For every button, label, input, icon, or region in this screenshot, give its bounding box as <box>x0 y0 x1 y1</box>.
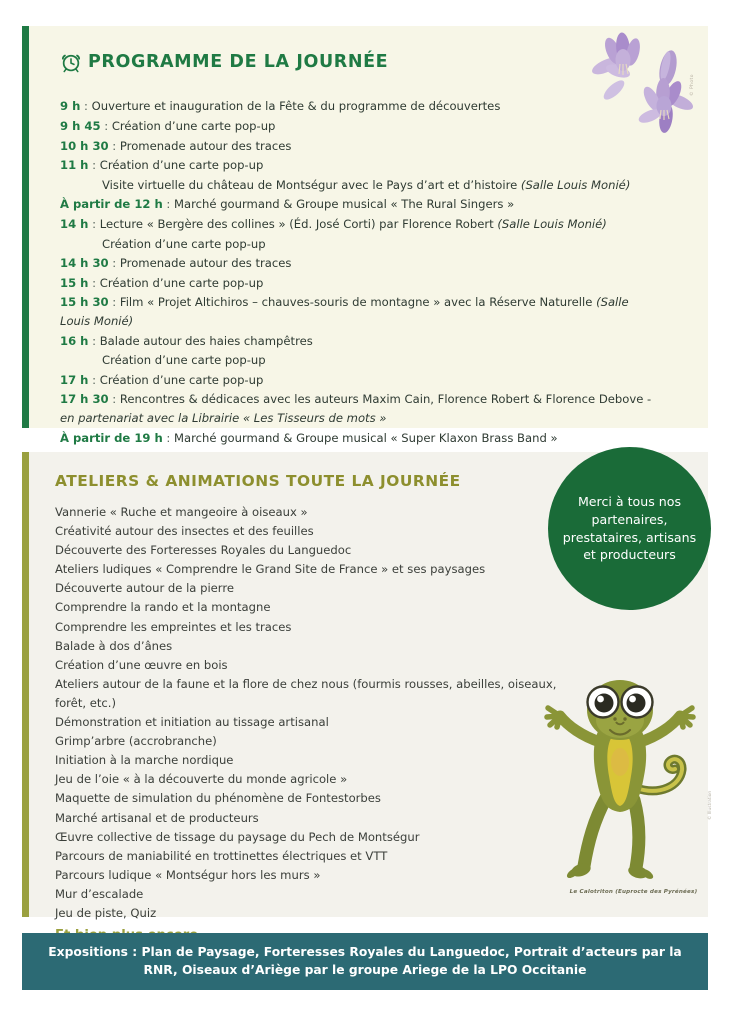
programme-item-text: Lecture « Bergère des collines » (Éd. José Corti) par Florence Robert <box>99 217 498 231</box>
ateliers-item: Comprendre la rando et la montagne <box>55 600 271 615</box>
programme-item-time: 11 h <box>60 158 89 173</box>
programme-item-separator: : <box>108 295 120 310</box>
ateliers-item: Vannerie « Ruche et mangeoire à oiseaux » <box>55 505 308 519</box>
programme-content <box>60 40 660 448</box>
programme-list <box>60 97 660 447</box>
programme-item-separator: : <box>88 333 100 348</box>
ateliers-item: Grimp’arbre (accrobranche) <box>55 734 217 749</box>
programme-item-text: Promenade autour des traces <box>119 138 292 153</box>
ateliers-list <box>55 503 575 923</box>
ateliers-accent-bar <box>22 452 29 917</box>
merci-badge-text: Merci à tous nos partenaires, prestataires, artisans et producteurs <box>562 494 697 563</box>
ateliers-item: Œuvre collective de tissage du paysage du Pech de Montségur <box>55 829 420 844</box>
programme-item-separator: : <box>162 197 175 212</box>
programme-item-separator: : <box>88 372 100 387</box>
programme-item <box>60 117 660 136</box>
programme-item <box>60 137 660 156</box>
programme-item-separator: : <box>108 256 120 271</box>
programme-item-separator: : <box>88 158 100 173</box>
ateliers-item: Créativité autour des insectes et des feuilles <box>55 524 314 539</box>
programme-title-row <box>60 40 660 83</box>
programme-item-separator: : <box>100 119 112 134</box>
ateliers-content <box>55 472 575 947</box>
programme-item-text: Création d’une carte pop-up <box>99 372 264 387</box>
ateliers-item: Initiation à la marche nordique <box>55 753 234 768</box>
programme-item-venue: (Salle Louis Monié) <box>60 295 629 328</box>
programme-item-time: 9 h <box>60 99 81 114</box>
programme-item-time: 15 h <box>60 275 89 290</box>
ateliers-item: Jeu de l’oie « à la découverte du monde agricole » <box>55 772 348 787</box>
ateliers-item: Mur d’escalade <box>55 886 144 901</box>
programme-item <box>60 371 660 390</box>
programme-item-text: Promenade autour des traces <box>119 256 292 271</box>
programme-item <box>60 390 660 427</box>
programme-item-time: 17 h 30 <box>60 392 109 407</box>
programme-item <box>60 429 660 448</box>
programme-item-text: Création d’une carte pop-up <box>99 158 264 173</box>
programme-item <box>60 156 660 175</box>
ateliers-item: Découverte des Forteresses Royales du Languedoc <box>55 543 352 558</box>
ateliers-item: Création d’une œuvre en bois <box>55 657 228 672</box>
programme-item-separator: : <box>162 430 175 445</box>
programme-item <box>60 97 660 116</box>
programme-item-text: Film « Projet Altichiros – chauves-souris de montagne » avec la Réserve Naturelle <box>119 295 597 310</box>
ateliers-item: Découverte autour de la pierre <box>55 581 235 596</box>
programme-item-time: 16 h <box>60 333 89 348</box>
programme-item <box>60 274 660 293</box>
programme-item-time: 14 h <box>60 217 89 231</box>
programme-item-time: 14 h 30 <box>60 256 109 271</box>
ateliers-item: Marché artisanal et de producteurs <box>55 810 259 825</box>
ateliers-item: Balade à dos d’ânes <box>55 638 173 653</box>
programme-item-separator: : <box>88 217 100 231</box>
ateliers-item: Ateliers autour de la faune et la flore de chez nous (fourmis rousses, abeilles, oiseaux, forêt, etc.) <box>55 676 557 710</box>
programme-item-text: Marché gourmand & Groupe musical « Super Klaxon Brass Band » <box>174 430 558 445</box>
programme-item-time: 15 h 30 <box>60 295 109 310</box>
lizard-credit: © Illustration <box>708 790 713 820</box>
programme-item-separator: : <box>80 99 92 114</box>
programme-item-text: Visite virtuelle du château de Montségur avec le Pays d’art et d’histoire <box>102 177 521 192</box>
programme-item-separator: : <box>108 392 120 407</box>
programme-item-venue: en partenariat avec la Librairie « Les Tisseurs de mots » <box>60 410 387 425</box>
programme-item-time: À partir de 19 h <box>60 430 163 445</box>
programme-accent-bar <box>22 26 29 428</box>
flower-credit: © Photo <box>690 74 695 96</box>
programme-item-text: Création d’une carte pop-up <box>99 275 264 290</box>
programme-item <box>60 176 660 195</box>
programme-item <box>60 215 660 234</box>
programme-item <box>60 332 660 351</box>
programme-item <box>60 235 660 254</box>
programme-item-separator: : <box>108 138 120 153</box>
lizard-caption: Le Calotriton (Euprocte des Pyrénées) <box>569 889 698 895</box>
merci-partenaires-badge <box>548 447 711 610</box>
ateliers-title: ATELIERS & ANIMATIONS TOUTE LA JOURNÉE <box>55 472 461 490</box>
programme-item <box>60 254 660 273</box>
programme-item-time: 17 h <box>60 372 89 387</box>
programme-item-text: Création d’une carte pop-up <box>102 353 266 368</box>
ateliers-item: Ateliers ludiques « Comprendre le Grand Site de France » et ses paysages <box>55 562 486 577</box>
programme-item-text: Marché gourmand & Groupe musical « The Rural Singers » <box>174 197 515 212</box>
programme-item-separator: : <box>88 275 100 290</box>
programme-item-time: À partir de 12 h <box>60 197 163 212</box>
footer-text: Expositions : Plan de Paysage, Forteresses Royales du Languedoc, Portrait d’acteurs par la RNR, Oiseaux d’Ariège par le groupe Ariege de la LPO Occitanie <box>48 945 682 977</box>
programme-item-text: Création d’une carte pop-up <box>102 236 266 251</box>
programme-item-venue: (Salle Louis Monié) <box>497 217 607 231</box>
programme-item-text: Ouverture et inauguration de la Fête & du programme de découvertes <box>91 99 501 114</box>
programme-item <box>60 195 660 214</box>
programme-item <box>60 351 660 370</box>
programme-item-text: Création d’une carte pop-up <box>111 119 276 134</box>
alarm-clock-icon <box>60 51 82 73</box>
programme-item-text: Balade autour des haies champêtres <box>99 333 313 348</box>
ateliers-item: Démonstration et initiation au tissage artisanal <box>55 715 329 730</box>
expositions-footer-banner <box>22 933 708 990</box>
programme-item-time: 9 h 45 <box>60 119 101 134</box>
ateliers-item: Comprendre les empreintes et les traces <box>55 619 292 634</box>
programme-title: PROGRAMME DE LA JOURNÉE <box>88 51 389 72</box>
ateliers-item: Parcours ludique « Montségur hors les murs » <box>55 867 321 882</box>
ateliers-item: Jeu de piste, Quiz <box>55 905 157 920</box>
ateliers-item: Maquette de simulation du phénomène de Fontestorbes <box>55 791 381 806</box>
programme-item-time: 10 h 30 <box>60 138 109 153</box>
programme-item <box>60 293 660 330</box>
calotriton-newt-illustration <box>540 670 715 905</box>
programme-item-venue: (Salle Louis Monié) <box>520 177 631 192</box>
ateliers-item: Parcours de maniabilité en trottinettes électriques et VTT <box>55 848 388 863</box>
programme-item-text: Rencontres & dédicaces avec les auteurs Maxim Cain, Florence Robert & Florence Debove - <box>119 392 652 407</box>
